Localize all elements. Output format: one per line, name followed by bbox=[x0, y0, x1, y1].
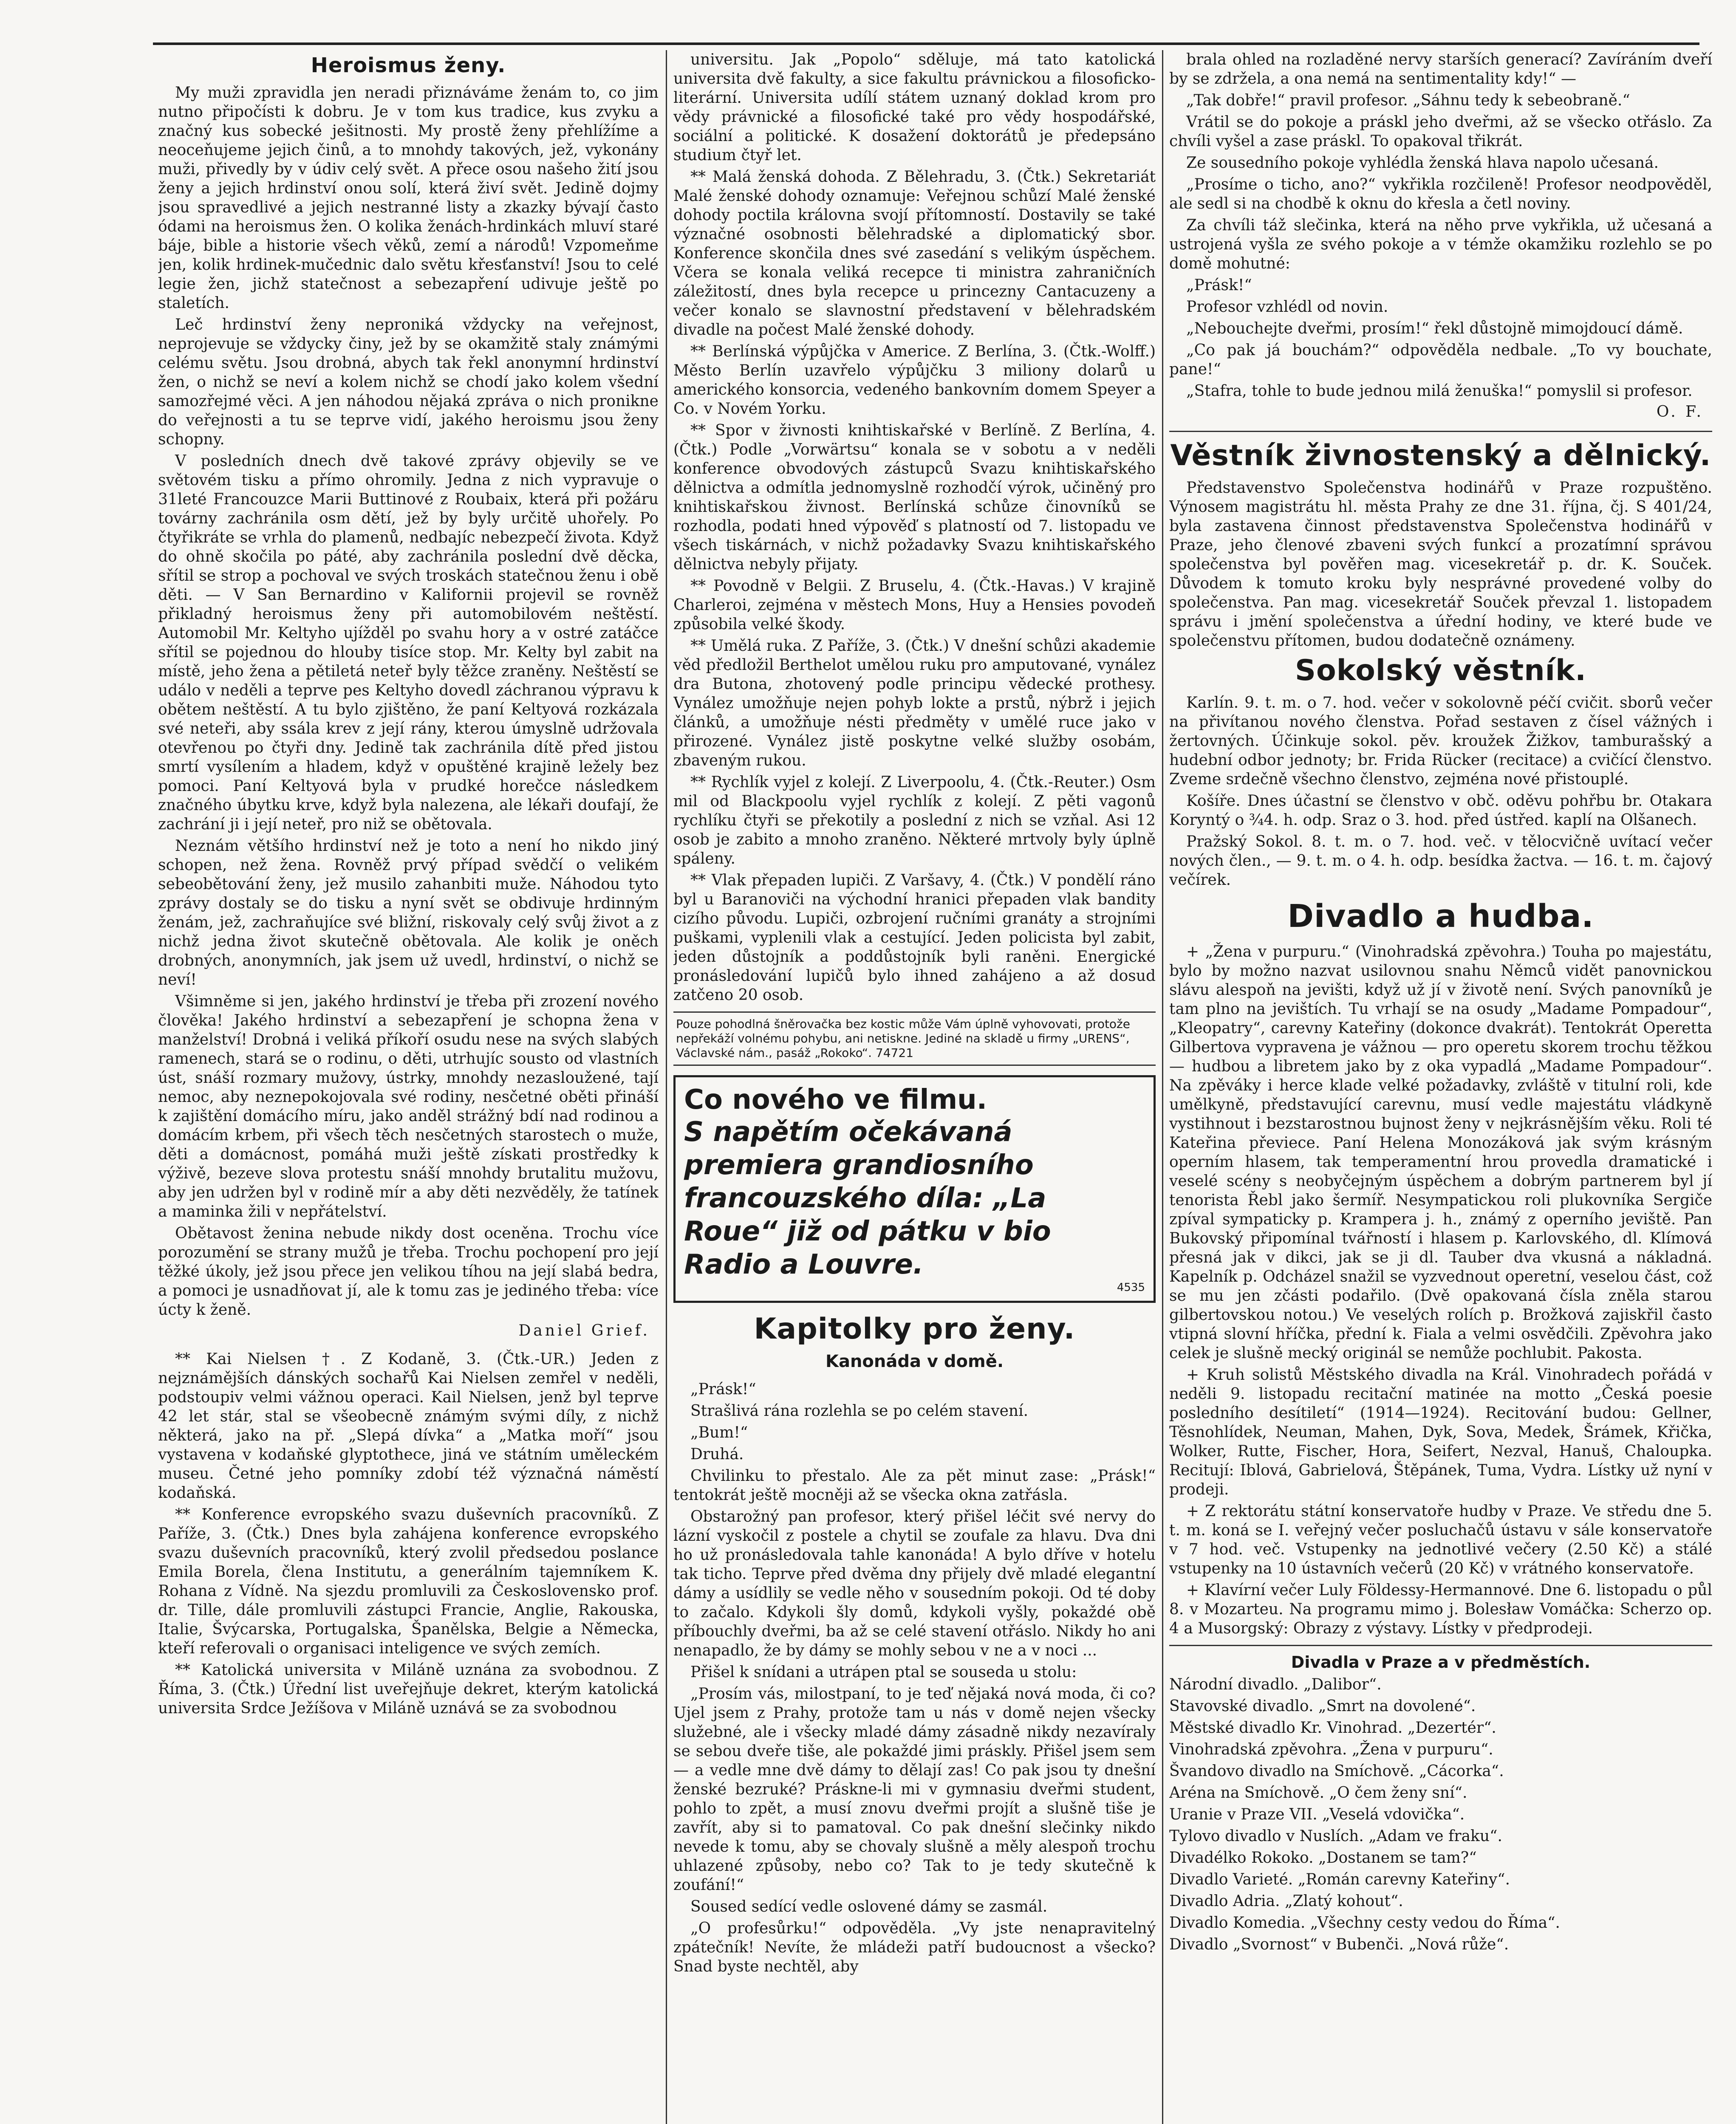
list-item: Divadlo Adria. „Zlatý kohout“. bbox=[1169, 1892, 1403, 1910]
list-item: Tylovo divadlo v Nuslích. „Adam ve fraku“. bbox=[1169, 1827, 1502, 1845]
paragraph: „Bum!“ bbox=[690, 1424, 748, 1441]
paragraph: Chvilinku to přestalo. Ale za pět minut zase: „Prásk!“ tentokrát ještě mocněji až se všecka okna zatřásla. bbox=[673, 1467, 1156, 1504]
author-signature: Daniel Grief. bbox=[518, 1322, 650, 1339]
section-title: Věstník živnostenský a dělnický. bbox=[1170, 439, 1711, 472]
paragraph: Ze sousedního pokoje vyhlédla ženská hlava napolo učesaná. bbox=[1186, 154, 1659, 172]
paragraph: Vrátil se do pokoje a práskl jeho dveřmi, až se všecko otřáslo. Za chvíli vyšel a zase práskl. To opakoval třikrát. bbox=[1169, 113, 1712, 150]
paragraph: „Prosíme o ticho, ano?“ vykřikla rozčileně! Profesor neodpověděl, ale sedl si na chodbě k oknu do křesla a četl noviny. bbox=[1169, 176, 1712, 212]
paragraph: Druhá. bbox=[690, 1446, 744, 1463]
paragraph: brala ohled na rozladěné nervy starších generací? Zavíráním dveří by se zdržela, a ona nemá na sentimentality kdy!“ — bbox=[1169, 51, 1712, 88]
section-title: Divadlo a hudba. bbox=[1287, 898, 1594, 935]
list-item: Stavovské divadlo. „Smrt na dovolené“. bbox=[1169, 1698, 1476, 1715]
paragraph: „Stafra, tohle to bude jednou milá ženuška!“ pomyslil si profesor. bbox=[1186, 382, 1693, 400]
film-ad-headline: Co nového ve filmu. bbox=[684, 1084, 987, 1116]
news-item: ** Vlak přepaden lupiči. Z Varšavy, 4. (Čtk.) V pondělí ráno byl u Baranoviči na východní hranici přepaden vlak bandity cizího původu. Lupiči, ozbrojení ručními granáty a strojními puškami, vyplenili vlak a cestující. Jeden policista byl zabit, jeden důstojník a poddůstojník byli raněni. Energické pronásledování lupičů bylo ihned zahájeno a až dosud zatčeno 20 osob. bbox=[673, 872, 1156, 1004]
paragraph: Přišel k snídani a utrápen ptal se souseda u stolu: bbox=[690, 1664, 1077, 1681]
paragraph: Za chvíli táž slečinka, která na něho prve vykřikla, už učesaná a ustrojená vyšla ze svého pokoje a v témže okamžiku rozlehlo se po domě mohutné: bbox=[1169, 217, 1712, 272]
program-title: Divadla v Praze a v předměstích. bbox=[1291, 1653, 1591, 1672]
ad-number: 4535 bbox=[1117, 1281, 1145, 1294]
section-title: Sokolský věstník. bbox=[1295, 654, 1586, 687]
column-2 bbox=[673, 50, 1156, 2124]
list-item: Divadlo „Svornost“ v Bubenči. „Nová růže“. bbox=[1169, 1936, 1509, 1953]
news-item: ** Spor v živnosti knihtiskařské v Berlíně. Z Berlína, 4. (Čtk.) Podle „Vorwärtsu“ konala se v sobotu a v neděli konference obvodových zástupců Svazu knihtiskařského dělnictva a odmítla jednomyslně rozhodčí výrok, učiněný pro knihtiskařskou živnost. Berlínská schůze činovníků se rozhodla, podati hned výpověď s platností od 7. listopadu ve všech tiskárnách, v nichž požadavky Svazu knihtiskařského dělnictva nebyly přijaty. bbox=[673, 422, 1156, 573]
news-item: ** Umělá ruka. Z Paříže, 3. (Čtk.) V dnešní schůzi akademie věd předložil Berthelot umělou ruku pro amputované, vynález dra Butona, zhotovený podle principu vědecké prothesy. Vynález umožňuje nejen pohyb lokte a prstů, nýbrž i jejich článků, a umožňuje nésti předměty v umělé ruce jako v přirozené. Vynález jistě poskytne velké služby osobám, zbaveným rukou. bbox=[673, 637, 1156, 769]
list-item: Národní divadlo. „Dalibor“. bbox=[1169, 1676, 1382, 1693]
list-item: Uranie v Praze VII. „Veselá vdovička“. bbox=[1169, 1806, 1465, 1823]
advertisement: Pouze pohodlná šněrovačka bez kostic může Vám úplně vyhovovati, protože nepřekáží volnému pohybu, ani netiskne. Jediné na skladě u firmy „URENS“, Václavské nám., pasáž „Rokoko“. 74721 bbox=[673, 1011, 1156, 1066]
news-item: ** Konference evropského svazu duševních pracovníků. Z Paříže, 3. (Čtk.) Dnes byla zahájena konference evropského svazu duševních pracovníků, který zvolil předsedou poslance Emila Borela, člena Institutu, a generálním tajemníkem K. Rohana z Vídně. Na sjezdu promluvili za Československo prof. dr. Tille, dále promluvili zástupci Francie, Anglie, Rakouska, Italie, Švýcarska, Portugalska, Španělska, Belgie a Německa, kteří referovali o organisaci inteligence ve svých zemích. bbox=[158, 1506, 659, 1657]
list-item: Městské divadlo Kr. Vinohrad. „Dezertér“. bbox=[1169, 1719, 1496, 1737]
paragraph: Strašlivá rána rozlehla se po celém stavení. bbox=[690, 1402, 1029, 1420]
divider bbox=[1169, 1645, 1712, 1646]
news-item: ** Kai Nielsen †. Z Kodaně, 3. (Čtk.-UR.) Jeden z nejznámějších dánských sochařů Kai Nielsen zemřel v neděli, podstoupiv velmi vážnou operaci. Kail Nielsen, jenž byl teprve 42 let stár, stal se všeobecně známým svými díly, z nichž některá, jako na př. „Slepá dívka“ a „Matka moří“ jsou vystavena v kodaňské glyptothece, jiná ve státním uměleckém museu. Četné jeho pomníky zdobí též význačná náměstí kodaňská. bbox=[158, 1350, 659, 1502]
paragraph: Představenstvo Společenstva hodinářů v Praze rozpuštěno. Výnosem magistrátu hl. města Prahy ze dne 31. října, čj. S 401/24, byla zastavena činnost představenstva Společenstva hodinářů v Praze, jeho členové zbaveni svých funkcí a prozatímní správou společenstva byl pověřen mag. vicesekretář p. dr. K. Souček. Důvodem k tomuto kroku byly nesprávné provedené volby do společenstva. Pan mag. vicesekretář Souček převzal 1. listopadem správu i jmění společenstva a úřední hodiny, ve které bude ve společenstvu přítomen, budou dodatečně oznámeny. bbox=[1169, 479, 1712, 650]
author-signature: O. F. bbox=[1656, 403, 1704, 421]
paragraph: Leč hrdinství ženy neproniká vždycky na veřejnost, neprojevuje se vždycky činy, jež by se okamžitě staly známými celému světu. Jsou drobná, abych tak řekl anonymní hrdinství žen, o nichž se neví a kolem nichž se chodí jako kolem všední samozřejmé věci. A jen náhodou nějaká zpráva o nich pronikne do veřejnosti a tu se teprve vidí, jakého heroismu jsou ženy schopny. bbox=[158, 316, 659, 448]
film-advertisement bbox=[673, 1075, 1156, 1303]
divider bbox=[1169, 431, 1712, 432]
paragraph: Obstarožný pan profesor, který přišel léčit své nervy do lázní vyskočil z postele a chytil se zoufale za hlavu. Dva dni ho už pronásledovala tahle kanonáda! A bylo dříve v hotelu tak ticho. Teprve před dvěma dny přijely dvě mladé elegantní dámy a usídlily se vedle něho v sousedním pokoji. Od té doby to začalo. Kdykoli šly domů, kdykoli vyšly, pokaždé obě příbouchly dveřmi, ba až se celé stavení otřáslo. Nikdy ho ani nenapadlo, že by dámy se mohly sebou v ne a v noci ... bbox=[673, 1508, 1156, 1659]
list-item: Vinohradská zpěvohra. „Žena v purpuru“. bbox=[1169, 1741, 1493, 1758]
article-title: Kanonáda v domě. bbox=[825, 1352, 1004, 1371]
paragraph: Všimněme si jen, jakého hrdinství je třeba při zrození nového člověka! Jakého hrdinství a sebezapření je schopna žena v manželství! Drobná i veliká příkoří osudu nese na svých slabých ramenech, stará se o rodinu, o děti, utrhujíc sousto od vlastních úst, snáší rozmary mužovy, ústrky, mnohdy nezasloužené, tají nemoc, aby neznepokojovala své rodiny, nesčetné oběti přináší k zajištění domácího míru, jako anděl strážný bdí nad rodinou a domácím krbem, při všech těch nesčetných starostech o muže, děti a domácnost, pomáhá muži ještě získati prostředky k výživě, bezeve slova protestu snáší mnohdy brutalitu mužovu, aby jen udržen byl v rodině mír a aby děti nezvěděly, že tatínek a maminka žili v nepřátelství. bbox=[158, 993, 659, 1220]
list-item: Švandovo divadlo na Smíchově. „Cácorka“. bbox=[1169, 1762, 1504, 1780]
paragraph: „Prásk!“ bbox=[690, 1381, 756, 1398]
paragraph: + Klavírní večer Luly Földessy-Hermannové. Dne 6. listopadu o půl 8. v Mozarteu. Na programu mimo j. Bolesław Vomáčka: Scherzo op. 4 a Musorgský: Obrazy z výstavy. Lístky v předprodeji. bbox=[1169, 1582, 1712, 1637]
top-rule bbox=[153, 42, 1699, 45]
news-item: ** Malá ženská dohoda. Z Bělehradu, 3. (Čtk.) Sekretariát Malé ženské dohody oznamuje: Veřejnou schůzí Malé ženské dohody poctila královna svojí přítomností. Dostavily se také význačné osobnosti bělehradské a diplomatický sbor. Konference skončila dnes své zasedání s velikým úspěchem. Včera se konala veliká recepce ti ministra zahraničních záležitostí, dnes byla recepce u princezny Cantacuzeny a večer konalo se slavnostní představení v bělehradském divadle na počest Malé ženské dohody. bbox=[673, 168, 1156, 339]
column-divider bbox=[1162, 50, 1163, 2124]
news-item: ** Katolická universita v Miláně uznána za svobodnou. Z Říma, 3. (Čtk.) Úřední list uveřejňuje dekret, kterým katolická universita Srdce Ježíšova v Miláně uznává se za svobodnou bbox=[158, 1661, 659, 1717]
paragraph: Obětavost ženina nebude nikdy dost oceněna. Trochu více porozumění se strany mužů je třeba. Trochu pochopení pro její těžké úkoly, jež jsou přece jen velikou tíhou na její slabá bedra, a pomoci je usnadňovat jí, ale k tomu zas je jediného třeba: více úcty k ženě. bbox=[158, 1225, 659, 1319]
paragraph: + „Žena v purpuru.“ (Vinohradská zpěvohra.) Touha po majestátu, bylo by možno nazvat usilovnou snahu Němců vidět panovnickou slávu alespoň na jevišti, když už jí v životě není. Svých panovníků je tam plno na jevištích. Tu vrhají se na osudy „Madame Pompadour“, „Kleopatry“, carevny Kateřiny (dokonce dvakrát). Tentokrát Operetta Gilbertova vypravena je vážnou — pro operetu skorem trochu těžkou — hudbou a libretem jako by z oka vypadlá „Madame Pompadour“. Na zpěváky i herce klade velké požadavky, zvláště v titulní roli, kde umělkyně, představující carevnu, musí vedle majestátu vládkyně vystihnout i bezstarostnou bujnost ženy v nejkrásnějším věku. Roli té Kateřina převiece. Paní Helena Monozáková jak svým krásným operním hlasem, tak temperamentní hrou provedla dramatické i veselé scény s neobyčejným úspěchem a dobrým partnerem byl jí tenorista Řebl jako šermíř. Nesympatickou roli plukovníka Sergiče zpíval sympaticky p. Krampera j. h., známý z operního jeviště. Pan Bukovský připomínal tvářností i hlasem p. Karlovského, dl. Klímová přesná jak v dikci, jak se ji dl. Tauber dva vkusná a nákladná. Kapelník p. Odcházel snažil se vyzvednout operetní, veselou část, což se mu jen zčásti podařilo. (Dvě opakovaná čísla zněla starou gilbertovskou notou.) Ve veselých rolích p. Brožková zajiskřil často vtipná slovní hříčka, přední k. Fiala a velmi osvědčili. Zpěvohra jako celek je slušně mecký originál se nemůže pochlubit. Pakosta. bbox=[1169, 943, 1712, 1362]
theatre-program-list bbox=[1169, 1675, 1712, 1954]
paragraph: „Prásk!“ bbox=[1186, 277, 1252, 294]
paragraph: Soused sedící vedle oslovené dámy se zasmál. bbox=[690, 1898, 1048, 1915]
paragraph: universitu. Jak „Popolo“ sděluje, má tato katolická universita dvě fakulty, a sice fakultu právnickou a filosoficko-literární. Universita udílí státem uznaný doklad krom pro vědy právnické a filosofické také pro vědy hospodářské, sociální a politické. K dosažení doktorátů je předepsáno studium čtyř let. bbox=[673, 51, 1156, 164]
film-ad-body: S napětím očekávaná premiera grandiosního francouzského díla: „La Roue“ již od pátku v bio Radio a Louvre. bbox=[684, 1116, 1051, 1280]
list-item: Divadélko Rokoko. „Dostanem se tam?“ bbox=[1169, 1849, 1477, 1867]
paragraph: „Tak dobře!“ pravil profesor. „Sáhnu tedy k sebeobraně.“ bbox=[1186, 92, 1630, 109]
paragraph: „O profesůrku!“ odpověděla. „Vy jste nenapravitelný zpátečník! Nevíte, že mládeži patří budoucnost a všecko? Snad byste nechtěl, aby bbox=[673, 1920, 1156, 1975]
paragraph: Pražský Sokol. 8. t. m. o 7. hod. več. v tělocvičně uvítací večer nových člen., — 9. t. m. o 4. h. odp. besídka žactva. — 16. t. m. čajový večírek. bbox=[1169, 833, 1712, 889]
paragraph: Karlín. 9. t. m. o 7. hod. večer v sokolovně péčí cvičit. sborů večer na přivítanou nového členstva. Pořad sestaven z čísel vážných i žertovných. Účinkuje sokol. pěv. kroužek Žižkov, tamburašský a hudební odbor jednoty; br. Frida Rücker (recitace) a cvičící členstvo. Zveme srdečně všechno členstvo, zejména nové přistouplé. bbox=[1169, 694, 1712, 788]
paragraph: Profesor vzhlédl od novin. bbox=[1186, 298, 1388, 316]
section-title: Kapitolky pro ženy. bbox=[754, 1312, 1075, 1346]
news-item: ** Rychlík vyjel z kolejí. Z Liverpoolu, 4. (Čtk.-Reuter.) Osm mil od Blackpoolu vyjel rychlík z kolejí. Z pěti vagonů rychlíku čtyři se překotily a poslední z nich se vzňal. Asi 12 osob je zabito a mnoho zraněno. Některé mrtvoly byly úplně spáleny. bbox=[673, 774, 1156, 867]
news-item: ** Berlínská výpůjčka v Americe. Z Berlína, 3. (Čtk.-Wolff.) Město Berlín uzavřelo výpůjčku 3 miliony dolarů u amerického konsorcia, vedeného bankovním domem Speyer a Co. v Novém Yorku. bbox=[673, 343, 1156, 418]
list-item: Aréna na Smíchově. „O čem ženy sní“. bbox=[1169, 1784, 1467, 1802]
list-item: Divadlo Komedia. „Všechny cesty vedou do Říma“. bbox=[1169, 1914, 1560, 1932]
column-divider bbox=[666, 50, 667, 2124]
paragraph: „Prosím vás, milostpaní, to je teď nějaká nová moda, či co? Ujel jsem z Prahy, protože tam u nás v domě nejen všecky služebné, ale i všecky mladé dámy zásadně nikdy nezavíraly se sebou dveře tiše, ale pokaždé jimi práskly. Přišel jsem sem — a vedle mne dvě dámy to dělají zas! Co pak jsou ty dnešní ženské bezruké? Práskne-li mi v gymnasiu dveřmi student, pohlo to zpět, a musí znovu dveřmi projít a slušně tiše je zavřít, aby si to pamatoval. Co pak dnešní slečinky nikdo nevede k tomu, aby se chovaly slušně a měly alespoň trochu uhlazené způsoby, nebo co? Tak to je tedy skutečně k zoufání!“ bbox=[673, 1685, 1156, 1894]
paragraph: + Kruh solistů Městského divadla na Král. Vinohradech pořádá v neděli 9. listopadu recitační matinée na motto „Česká poesie posledního desítiletí“ (1914—1924). Recitování budou: Gellner, Těsnohlídek, Neuman, Mahen, Dyk, Sova, Medek, Šrámek, Křička, Wolker, Rutte, Fischer, Hora, Seifert, Nezval, Hanuš, Chaloupka. Recitují: Iblová, Gabrielová, Štěpánek, Tuma, Vydra. Lístky už nyní v prodeji. bbox=[1169, 1366, 1712, 1498]
news-item: ** Povodně v Belgii. Z Bruselu, 4. (Čtk.-Havas.) V krajině Charleroi, zejména v městech Mons, Huy a Hensies povodeň způsobila velké škody. bbox=[673, 577, 1156, 633]
paragraph: V posledních dnech dvě takové zprávy objevily se ve světovém tisku a přímo ohromily. Jedna z nich vypravuje o 31leté Francouzce Marii Buttinové z Roubaix, která při požáru továrny zachránila osm dětí, jež by byly určitě uhořely. Po čtyřikráte se vrhla do plamenů, nedbajíc nebezpečí života. Když do ohně skočila po páté, aby zachránila poslední dvě děcka, sřítil se strop a pochoval ve svých troskách statečnou ženu i obě děti. — V San Bernardino v Kalifornii projevil se rovněž přikladný heroismus ženy při automobilovém neštěstí. Automobil Mr. Keltyho ujížděl po svahu hory a v ostré zatáčce sřítil se pojednou do hlouby tisíce stop. Mr. Kelty byl zabit na místě, jeho žena a pětiletá neteř byly těžce zraněny. Neštěstí se událo v neděli a teprve pes Keltyho dovedl záchranou výpravu k obětem neštěstí. A tu bylo zjištěno, že paní Keltyová rozkázala své neteři, aby ssála krev z její rány, kterou úmyslně udržovala otevřenou po čtyři dny. Jedině tak zachránila dítě před jistou smrtí vysílením a hladem, když v opuštěné krajině ležely bez pomoci. Paní Keltyová byla v prudké horečce následkem značného úbytku krve, když byla nalezena, ale lékaři doufají, že zachrání ji i její neteř, pro niž se obětovala. bbox=[158, 452, 659, 833]
column-1 bbox=[158, 50, 659, 2124]
article-title: Heroismus ženy. bbox=[311, 54, 506, 77]
paragraph: „Co pak já bouchám?“ odpověděla nedbale. „To vy bouchate, pane!“ bbox=[1169, 342, 1712, 378]
paragraph: + Z rektorátu státní konservatoře hudby v Praze. Ve středu dne 5. t. m. koná se I. veřejný večer posluchačů ústavu v sále konservatoře v 7 hod. več. Vstupenky na jednotlivé večery (2.50 Kč) a stálé vstupenky na 10 ústavních večerů (20 Kč) v vrátného konservatoře. bbox=[1169, 1503, 1712, 1577]
paragraph: Košíře. Dnes účastní se členstvo v obč. oděvu pohřbu br. Otakara Koryntý o ¾4. h. odp. Sraz o 3. hod. před ústřed. kaplí na Olšanech. bbox=[1169, 792, 1712, 829]
paragraph: My muži zpravidla jen neradi přiznáváme ženám to, co jim nutno připočísti k dobru. Je v tom kus tradice, kus zvyku a značný kus sobecké ješitnosti. My prostě ženy přehlížíme a neoceňujeme jejich činů, a to mnohdy takových, jež, vykonány muži, přivedly by v údiv celý svět. A přece osou našeho žití jsou ženy a jejich hrdinství onou solí, která živí svět. Jedině dojmy jsou spravedlivé a jejich nestranné listy a zkazky bývají často ódami na heroismus žen. O kolika ženách-hrdinkách mluví staré báje, bible a historie všech věků, zemí a národů! Vzpomeňme jen, kolik hrdinek-mučednic dalo světu křesťanství! Jsou to celé legie žen, jichž statečnost a sebezapření udivuje ještě po staletích. bbox=[158, 84, 659, 312]
list-item: Divadlo Varieté. „Román carevny Kateřiny“. bbox=[1169, 1871, 1510, 1888]
column-3 bbox=[1169, 50, 1712, 2124]
paragraph: „Nebouchejte dveřmi, prosím!“ řekl důstojně mimojdoucí dámě. bbox=[1186, 320, 1683, 337]
paragraph: Neznám většího hrdinství než je toto a není ho nikdo jiný schopen, než žena. Rovněž prvý případ svědčí o velikém sebeobětování ženy, jež musilo zahanbiti muže. Náhodou tyto zprávy dostaly se do tisku a nyní svět se obdivuje hrdinným ženám, jež, zachraňujíce své bližní, riskovaly celý svůj život a z nichž jedna život skutečně obětovala. Ale kolik je oněch drobných, anonymních, jak jsem už uvedl, hrdinství, o nichž se neví! bbox=[158, 837, 659, 989]
